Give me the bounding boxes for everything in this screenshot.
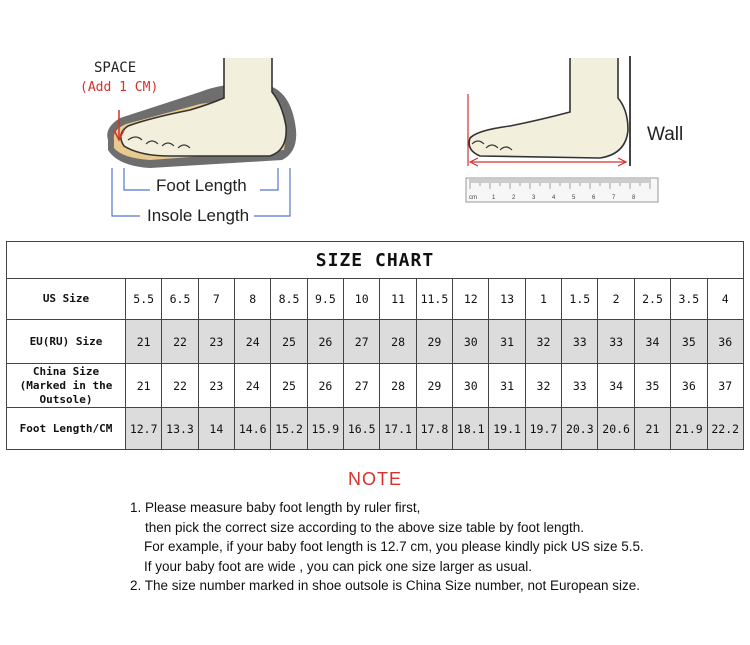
note-line: For example, if your baby foot length is 12.7 cm, you please kindly pick US size 5.5. xyxy=(144,539,644,554)
note-line: 1. Please measure baby foot length by ruler first, xyxy=(130,500,421,515)
size-cell: 17.8 xyxy=(416,408,452,450)
ruler-number: 6 xyxy=(592,195,596,201)
note-line: If your baby foot are wide , you can pick one size larger as usual. xyxy=(144,558,532,574)
size-cell: 30 xyxy=(453,320,489,364)
ruler-number: 1 xyxy=(492,195,496,201)
size-cell: 28 xyxy=(380,364,416,408)
size-cell: 3.5 xyxy=(671,279,707,320)
ruler-unit-label: cm xyxy=(469,195,477,201)
space-label: SPACE xyxy=(94,60,137,76)
size-cell: 32 xyxy=(525,320,561,364)
note-line: then pick the correct size according to the above size table by foot length. xyxy=(145,519,585,535)
size-cell: 18.1 xyxy=(453,408,489,450)
size-cell: 5.5 xyxy=(126,279,162,320)
size-cell: 33 xyxy=(562,364,598,408)
size-row xyxy=(7,364,744,408)
size-chart-title: SIZE CHART xyxy=(7,242,744,279)
size-cell: 36 xyxy=(671,364,707,408)
size-cell: 23 xyxy=(198,320,234,364)
size-cell: 35 xyxy=(634,364,670,408)
note-line: 2. The size number marked in shoe outsole is China Size number, not European size. xyxy=(130,578,641,593)
size-cell: 19.1 xyxy=(489,408,525,450)
note-list xyxy=(130,498,644,596)
row-header: US Size xyxy=(7,279,126,320)
size-cell: 10 xyxy=(344,279,380,320)
size-cell: 24 xyxy=(235,320,271,364)
size-cell: 1.5 xyxy=(562,279,598,320)
size-cell: 7 xyxy=(198,279,234,320)
size-cell: 16.5 xyxy=(344,408,380,450)
size-cell: 33 xyxy=(562,320,598,364)
size-cell: 37 xyxy=(707,364,743,408)
size-cell: 34 xyxy=(598,364,634,408)
note-title: NOTE xyxy=(347,469,402,489)
size-cell: 29 xyxy=(416,364,452,408)
size-cell: 11 xyxy=(380,279,416,320)
size-cell: 2.5 xyxy=(634,279,670,320)
add-1cm-label: (Add 1 CM) xyxy=(80,80,159,95)
size-row xyxy=(7,408,744,450)
size-cell: 8.5 xyxy=(271,279,307,320)
size-cell: 20.3 xyxy=(562,408,598,450)
size-cell: 20.6 xyxy=(598,408,634,450)
ruler-number: 8 xyxy=(632,195,636,201)
size-cell: 25 xyxy=(271,320,307,364)
size-cell: 22 xyxy=(162,320,198,364)
size-cell: 21 xyxy=(634,408,670,450)
row-header: EU(RU) Size xyxy=(7,320,126,364)
wall-label: Wall xyxy=(647,124,684,145)
size-cell: 36 xyxy=(707,320,743,364)
size-chart-table xyxy=(6,241,744,450)
measurement-illustration xyxy=(0,0,750,240)
size-cell: 23 xyxy=(198,364,234,408)
row-header: Foot Length/CM xyxy=(7,408,126,450)
size-row xyxy=(7,279,744,320)
foot-length-label: Foot Length xyxy=(156,176,247,195)
size-cell: 24 xyxy=(235,364,271,408)
size-cell: 4 xyxy=(707,279,743,320)
size-cell: 13.3 xyxy=(162,408,198,450)
ruler-number: 3 xyxy=(532,195,536,201)
size-cell: 26 xyxy=(307,320,343,364)
size-cell: 27 xyxy=(344,364,380,408)
size-cell: 14.6 xyxy=(235,408,271,450)
size-cell: 13 xyxy=(489,279,525,320)
row-header-line: (Marked in the xyxy=(19,378,113,392)
size-cell: 6.5 xyxy=(162,279,198,320)
size-cell: 21.9 xyxy=(671,408,707,450)
size-cell: 33 xyxy=(598,320,634,364)
size-row xyxy=(7,320,744,364)
size-cell: 12.7 xyxy=(126,408,162,450)
size-chart xyxy=(6,241,743,450)
row-header-line: China Size xyxy=(32,364,100,378)
size-cell: 32 xyxy=(525,364,561,408)
size-cell: 30 xyxy=(453,364,489,408)
size-cell: 35 xyxy=(671,320,707,364)
size-cell: 9.5 xyxy=(307,279,343,320)
size-cell: 21 xyxy=(126,364,162,408)
size-cell: 27 xyxy=(344,320,380,364)
size-cell: 11.5 xyxy=(416,279,452,320)
size-cell: 22.2 xyxy=(707,408,743,450)
row-header xyxy=(7,364,126,408)
foot-diagrams-svg xyxy=(0,0,750,240)
size-cell: 25 xyxy=(271,364,307,408)
size-cell: 15.9 xyxy=(307,408,343,450)
size-cell: 22 xyxy=(162,364,198,408)
size-cell: 8 xyxy=(235,279,271,320)
size-cell: 1 xyxy=(525,279,561,320)
size-cell: 28 xyxy=(380,320,416,364)
insole-length-label: Insole Length xyxy=(147,206,250,225)
size-cell: 14 xyxy=(198,408,234,450)
ruler-number: 7 xyxy=(612,195,616,201)
size-cell: 29 xyxy=(416,320,452,364)
size-cell: 2 xyxy=(598,279,634,320)
size-cell: 34 xyxy=(634,320,670,364)
size-cell: 15.2 xyxy=(271,408,307,450)
ruler-number: 5 xyxy=(572,195,576,201)
size-cell: 12 xyxy=(453,279,489,320)
ruler-number: 2 xyxy=(512,195,516,201)
size-cell: 21 xyxy=(126,320,162,364)
ruler-number: 4 xyxy=(552,195,556,201)
size-cell: 31 xyxy=(489,320,525,364)
size-cell: 31 xyxy=(489,364,525,408)
size-cell: 17.1 xyxy=(380,408,416,450)
size-cell: 26 xyxy=(307,364,343,408)
size-cell: 19.7 xyxy=(525,408,561,450)
foot-against-wall-drawing xyxy=(466,56,658,202)
row-header-line: Outsole) xyxy=(39,392,93,406)
